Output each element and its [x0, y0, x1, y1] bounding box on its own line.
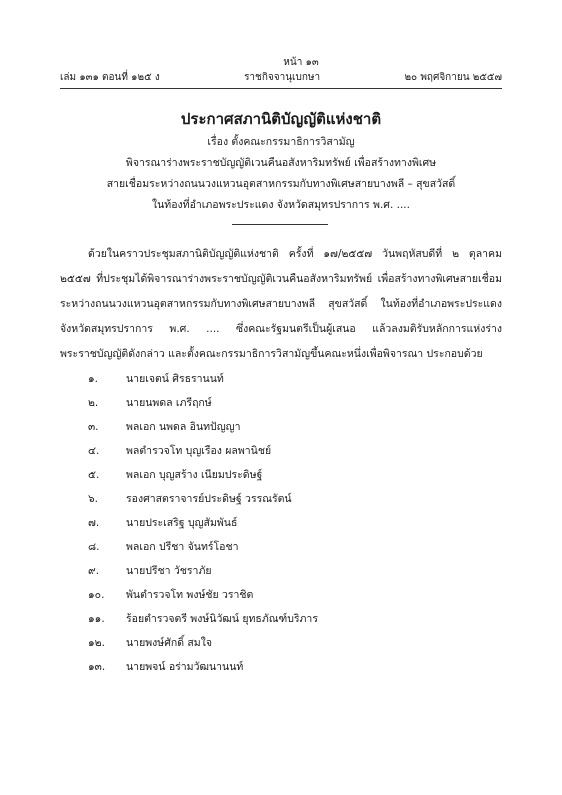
committee-member — [88, 514, 237, 531]
committee-member — [88, 370, 224, 387]
committee-member — [88, 466, 262, 483]
committee-member — [88, 394, 212, 411]
subject-line: ในท้องที่อำเภอพระประแดง จังหวัดสมุทรปราการ พ.ศ. .... — [152, 199, 410, 211]
member-number: ๒. — [88, 397, 99, 409]
member-number: ๘. — [88, 541, 100, 553]
gazette-name: ราชกิจจานุเบกษา — [244, 72, 321, 83]
body-line: จังหวัดสมุทรปราการ พ.ศ. .... ซึ่งคณะรัฐมนตรีเป็นผู้เสนอ แล้วลงมติรับหลักการแห่งร่าง — [60, 323, 502, 335]
member-number: ๖. — [88, 493, 99, 505]
volume-issue: เล่ม ๑๓๑ ตอนที่ ๑๒๕ ง — [60, 72, 160, 83]
section-divider — [232, 224, 328, 225]
member-number: ๓. — [88, 421, 99, 433]
committee-member — [88, 490, 292, 507]
announcement-title: ประกาศสภานิติบัญญัติแห่งชาติ — [180, 110, 382, 128]
member-name: นายเจตน์ ศิรธรานนท์ — [126, 373, 224, 385]
member-number: ๑. — [88, 373, 99, 385]
gazette-header — [60, 70, 502, 85]
member-name: พลเอก บุญสร้าง เนียมประดิษฐ์ — [126, 469, 263, 481]
announcement-subject: เรื่อง ตั้งคณะกรรมาธิการวิสามัญ — [207, 136, 355, 148]
member-number: ๕. — [88, 469, 100, 481]
committee-member — [88, 610, 318, 627]
subject-line: สายเชื่อมระหว่างถนนวงแหวนอุตสาหกรรมกับทางพิเศษสายบางพลี – สุขสวัสดิ์ — [106, 178, 456, 190]
body-line: ๒๕๕๗ ที่ประชุมได้พิจารณาร่างพระราชบัญญัติเวนคืนอสังหาริมทรัพย์ เพื่อสร้างทางพิเศษสายเชื่อม — [60, 273, 502, 285]
member-number: ๑๑. — [88, 613, 105, 625]
body-line: พระราชบัญญัติดังกล่าว และตั้งคณะกรรมาธิการวิสามัญขึ้นคณะหนึ่งเพื่อพิจารณา ประกอบด้วย — [60, 348, 483, 360]
committee-member — [88, 634, 212, 651]
member-name: นายประเสริฐ บุญสัมพันธ์ — [126, 517, 238, 529]
member-number: ๙. — [88, 565, 100, 577]
member-number: ๔. — [88, 445, 100, 457]
member-name: นายปรีชา วัชราภัย — [126, 565, 212, 577]
member-name: พลเอก ปรีชา จันทร์โอชา — [126, 541, 239, 553]
member-number: ๑๒. — [88, 637, 105, 649]
body-line: ด้วยในคราวประชุมสภานิติบัญญัติแห่งชาติ ครั้งที่ ๑๗/๒๕๕๗ วันพฤหัสบดีที่ ๒ ตุลาคม — [88, 248, 502, 260]
member-name: นายพจน์ อร่ามวัฒนานนท์ — [126, 661, 244, 673]
member-name: รองศาสตราจารย์ประดิษฐ์ วรรณรัตน์ — [126, 493, 292, 505]
committee-member — [88, 562, 212, 579]
member-number: ๗. — [88, 517, 100, 529]
member-number: ๑๐. — [88, 589, 105, 601]
header-rule — [60, 88, 502, 89]
member-name: ร้อยตำรวจตรี พงษ์นิวัฒน์ ยุทธภัณฑ์บริภาร — [126, 613, 318, 625]
member-name: พลตำรวจโท บุญเรือง ผลพานิชย์ — [126, 445, 272, 457]
member-number: ๑๓. — [88, 661, 106, 673]
member-name: พันตำรวจโท พงษ์ชัย วราชิต — [126, 589, 254, 601]
committee-member — [88, 418, 241, 435]
member-name: นายนพดล เภรีฤกษ์ — [126, 397, 212, 409]
committee-member — [88, 658, 243, 675]
member-name: พลเอก นพดล อินทปัญญา — [126, 421, 241, 433]
committee-member — [88, 586, 253, 603]
subject-line: พิจารณาร่างพระราชบัญญัติเวนคืนอสังหาริมทรัพย์ เพื่อสร้างทางพิเศษ — [125, 157, 437, 169]
member-name: นายพงษ์ศักดิ์ สมใจ — [126, 637, 212, 649]
committee-member — [88, 538, 238, 555]
gazette-date: ๒๐ พฤศจิกายน ๒๕๕๗ — [404, 72, 502, 83]
committee-member — [88, 442, 271, 459]
page-number: หน้า ๑๓ — [283, 57, 319, 68]
body-line: ระหว่างถนนวงแหวนอุตสาหกรรมกับทางพิเศษสายบางพลี สุขสวัสดิ์ ในท้องที่อำเภอพระประแดง — [60, 298, 502, 310]
